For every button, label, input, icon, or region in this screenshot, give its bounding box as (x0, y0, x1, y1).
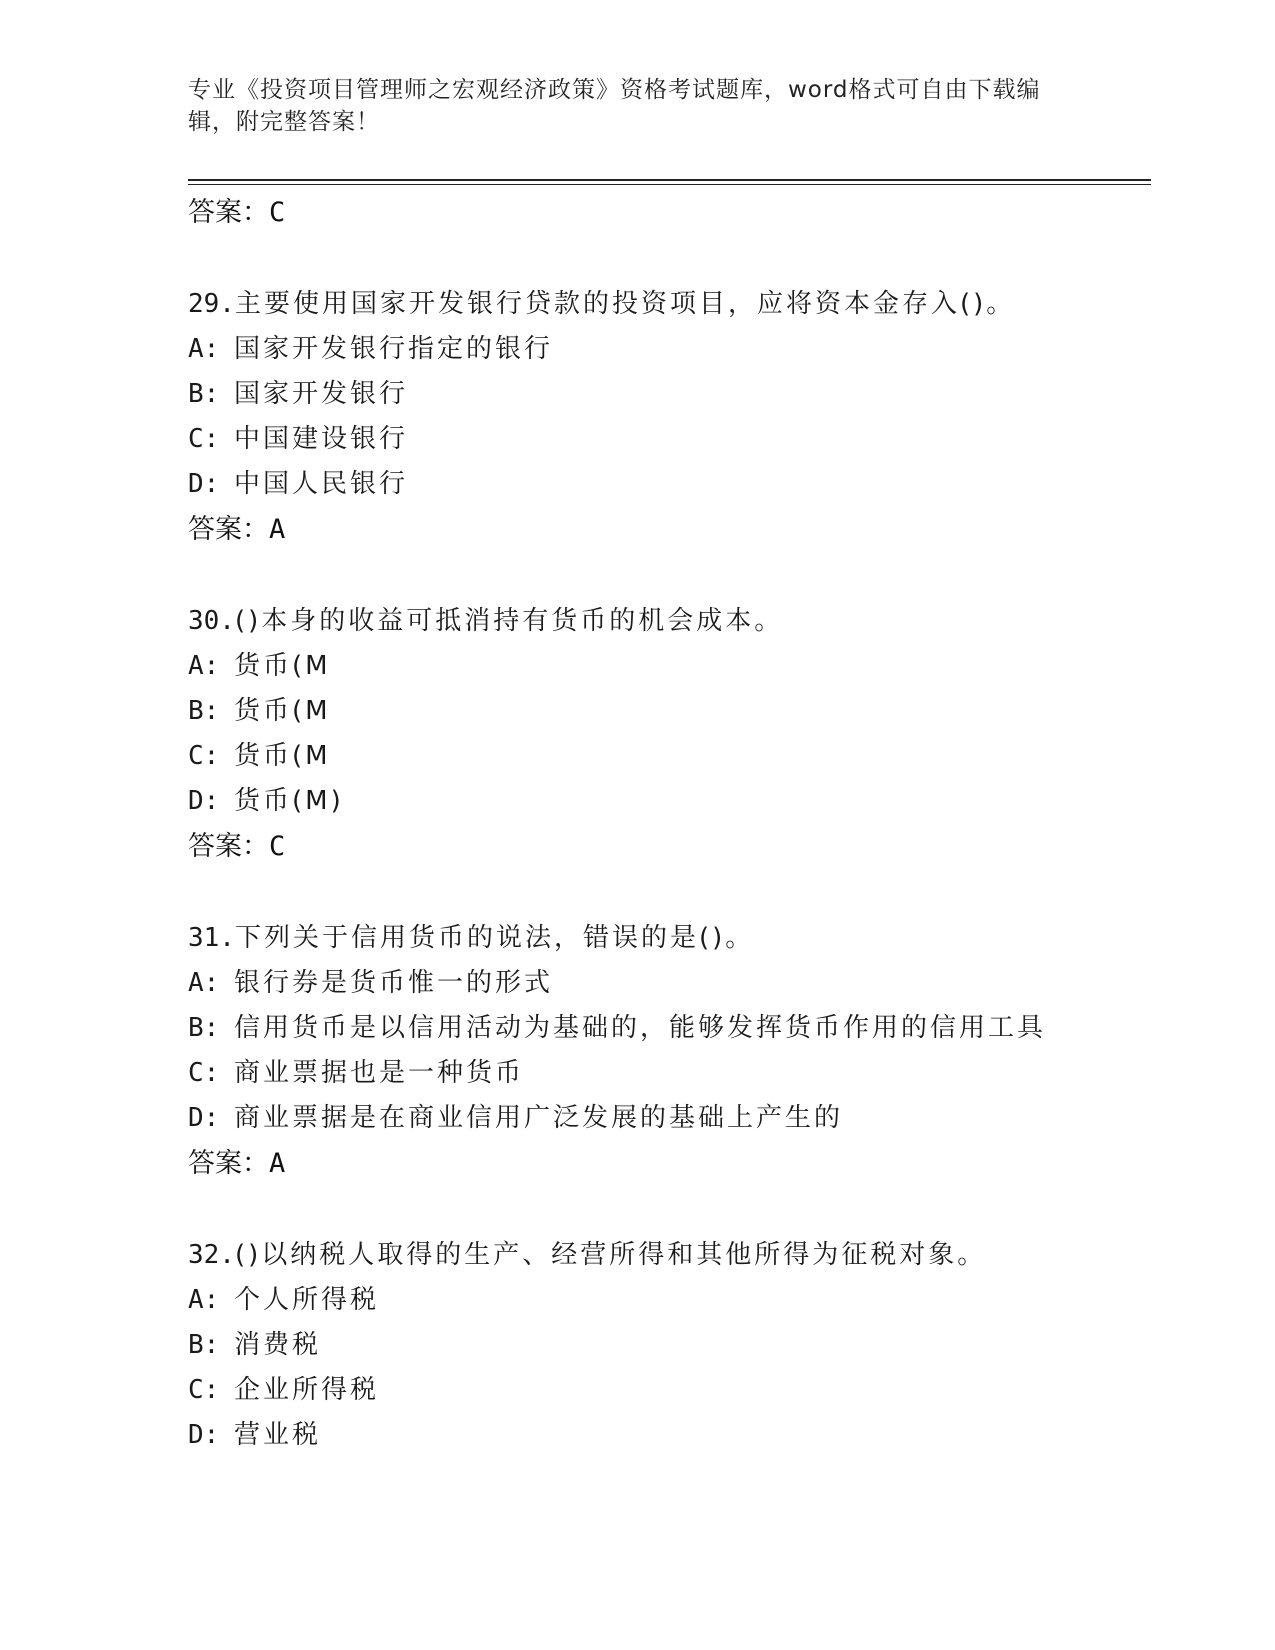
answer-label: 答案： (188, 1148, 269, 1179)
header-line-2: 辑，附完整答案！ (188, 109, 380, 135)
option-key: D: (188, 786, 220, 816)
spacer (188, 1187, 1151, 1233)
option-key: D: (188, 1420, 220, 1450)
question-text: 下列关于信用货币的说法，错误的是()。 (234, 923, 755, 953)
option-text: 企业所得税 (234, 1375, 380, 1405)
spacer (188, 236, 1151, 282)
answer-29 (188, 507, 1151, 553)
question-number: 31. (188, 923, 235, 953)
option-b (188, 372, 1151, 417)
question-30 (188, 599, 1151, 870)
option-a (188, 1278, 1151, 1323)
option-text: 个人所得税 (234, 1285, 380, 1315)
option-a (188, 644, 1151, 689)
option-c (188, 1368, 1151, 1413)
answer-value: A (269, 514, 286, 545)
option-key: B: (188, 1330, 220, 1360)
option-key: A: (188, 1285, 220, 1315)
option-key: C: (188, 741, 220, 771)
option-key: D: (188, 1103, 220, 1133)
header-line-1: 专业《投资项目管理师之宏观经济政策》资格考试题库，word格式可自由下载编 (188, 77, 1041, 103)
question-stem (188, 1233, 1151, 1278)
option-text: 中国人民银行 (234, 469, 409, 499)
option-text: 消费税 (234, 1330, 322, 1360)
option-key: C: (188, 1375, 220, 1405)
option-b (188, 1006, 1151, 1051)
answer-label: 答案： (188, 831, 269, 862)
option-c (188, 1051, 1151, 1096)
question-stem (188, 916, 1151, 961)
question-text: 主要使用国家开发银行贷款的投资项目，应将资本金存入()。 (234, 289, 1016, 319)
option-c (188, 417, 1151, 462)
option-a (188, 327, 1151, 372)
option-key: A: (188, 968, 220, 998)
page-header (188, 74, 1068, 138)
question-stem (188, 282, 1151, 327)
option-key: B: (188, 379, 220, 409)
option-key: A: (188, 334, 220, 364)
question-number: 30. (188, 606, 235, 636)
answer-30 (188, 824, 1151, 870)
option-d (188, 1413, 1151, 1458)
spacer (188, 870, 1151, 916)
question-number: 32. (188, 1240, 235, 1270)
question-number: 29. (188, 289, 235, 319)
option-text: 商业票据也是一种货币 (234, 1058, 525, 1088)
option-text: 银行券是货币惟一的形式 (234, 968, 554, 998)
option-key: A: (188, 651, 220, 681)
header-divider-thick (188, 179, 1151, 181)
question-32 (188, 1233, 1151, 1458)
header-divider-thin (188, 184, 1151, 185)
question-31 (188, 916, 1151, 1187)
option-c (188, 734, 1151, 779)
answer-28 (188, 190, 1151, 236)
option-d (188, 462, 1151, 507)
option-d (188, 779, 1151, 824)
option-text: 货币(M) (234, 786, 344, 816)
option-key: C: (188, 424, 220, 454)
option-d (188, 1096, 1151, 1141)
option-text: 国家开发银行指定的银行 (234, 334, 554, 364)
option-key: B: (188, 696, 220, 726)
question-text: ()本身的收益可抵消持有货币的机会成本。 (234, 606, 784, 636)
spacer (188, 553, 1151, 599)
option-text: 商业票据是在商业信用广泛发展的基础上产生的 (234, 1103, 844, 1133)
answer-label: 答案： (188, 197, 269, 228)
answer-value: C (269, 197, 286, 228)
answer-value: A (269, 1148, 286, 1179)
option-text: 营业税 (234, 1420, 322, 1450)
option-key: D: (188, 469, 220, 499)
document-body (188, 190, 1151, 1458)
answer-value: C (269, 831, 286, 862)
option-text: 货币(M (234, 741, 331, 771)
option-a (188, 961, 1151, 1006)
option-key: B: (188, 1013, 220, 1043)
option-b (188, 1323, 1151, 1368)
option-text: 货币(M (234, 696, 331, 726)
option-key: C: (188, 1058, 220, 1088)
question-29 (188, 282, 1151, 553)
answer-label: 答案： (188, 514, 269, 545)
option-text: 信用货币是以信用活动为基础的，能够发挥货币作用的信用工具 (234, 1013, 1047, 1043)
question-stem (188, 599, 1151, 644)
answer-31 (188, 1141, 1151, 1187)
option-text: 货币(M (234, 651, 331, 681)
option-text: 国家开发银行 (234, 379, 409, 409)
question-text: ()以纳税人取得的生产、经营所得和其他所得为征税对象。 (234, 1240, 987, 1270)
option-b (188, 689, 1151, 734)
option-text: 中国建设银行 (234, 424, 409, 454)
